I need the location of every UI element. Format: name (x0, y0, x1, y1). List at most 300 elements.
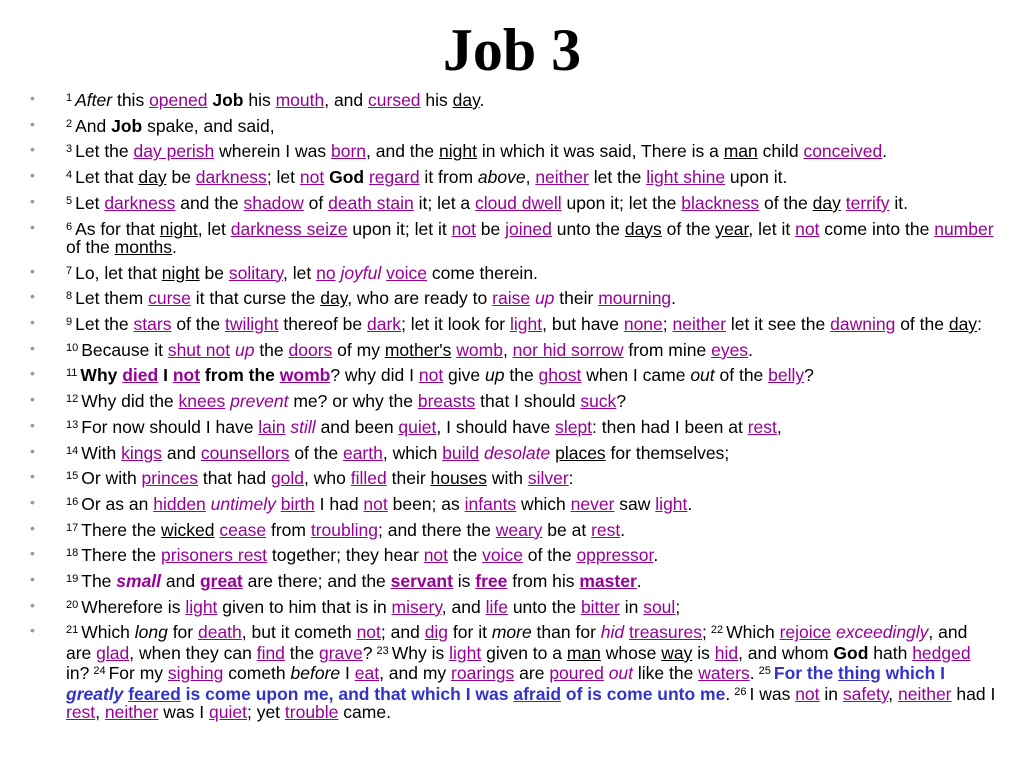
word-link[interactable]: feared (128, 683, 181, 704)
underlined-word: way (661, 642, 693, 663)
word-link[interactable]: darkness (104, 192, 176, 213)
word-link[interactable]: darkness seize (230, 218, 348, 239)
verse-text: Let that (75, 167, 139, 188)
underlined-word: man (566, 642, 601, 663)
word-link[interactable]: hedged (912, 642, 971, 663)
word-link[interactable]: hid (714, 642, 739, 663)
word-link[interactable]: prisoners rest (161, 545, 268, 566)
verse-text: is (452, 571, 476, 592)
verse-text: and been (315, 416, 399, 437)
verse-text: The (81, 571, 117, 592)
underlined-word: day (812, 192, 841, 213)
verse-text: Which (726, 622, 780, 643)
word-link[interactable]: death (197, 622, 242, 643)
verse-text: upon it; let it (347, 218, 452, 239)
verse-text: unto the (551, 218, 625, 239)
verse-text: , and whom (738, 642, 834, 663)
verse-number: 17 (66, 521, 79, 534)
styled-word: out (690, 365, 715, 386)
underlined-word: man (723, 141, 758, 162)
verse-text: in (819, 683, 843, 704)
verse-text: ; (675, 596, 681, 617)
word-link[interactable]: terrify (845, 192, 890, 213)
verse-text: Let the (75, 314, 134, 335)
verse-text: , (525, 167, 536, 188)
verse-item (66, 519, 996, 539)
verse-text: Why is (391, 642, 450, 663)
verse-text: given to him that is in (217, 596, 392, 617)
verse-text: , let (283, 262, 317, 283)
word-link[interactable]: trouble (284, 702, 339, 723)
word-link[interactable]: not (423, 545, 449, 566)
verse-text: unto the (507, 596, 581, 617)
verse-text: the (504, 365, 539, 386)
word-link[interactable]: blackness (681, 192, 760, 213)
verse-text: from (266, 519, 311, 540)
word-link[interactable]: knees (178, 391, 226, 412)
verse-text: , which (382, 442, 443, 463)
verse-text: let the (588, 167, 647, 188)
verse-text: ? (362, 642, 373, 663)
verse-text: ; (701, 622, 707, 643)
verse-text: given to a (481, 642, 567, 663)
verse-text: I was (749, 683, 796, 704)
verse-text: , who are ready to (347, 288, 493, 309)
verse-text: , who (304, 468, 351, 489)
word-link[interactable]: womb (456, 339, 503, 360)
word-link[interactable]: not (172, 365, 201, 386)
word-link[interactable]: infants (464, 493, 517, 514)
verse-text: . (653, 545, 659, 566)
underlined-word: year (715, 218, 749, 239)
page-title: Job 3 (442, 17, 582, 83)
word-link[interactable]: cursed (368, 90, 421, 110)
verse-text: of the (661, 218, 716, 239)
word-link[interactable]: counsellors (200, 442, 290, 463)
verse-number: 14 (66, 444, 79, 457)
verse-text: There the (81, 519, 162, 540)
verse-text: that had (197, 468, 271, 489)
verse-text: With (81, 442, 122, 463)
styled-word: Why (80, 365, 123, 386)
word-link[interactable]: neither (898, 683, 952, 704)
styled-word: God (329, 167, 365, 188)
verse-text: been; as (387, 493, 465, 514)
word-link[interactable]: dawning (830, 314, 896, 335)
word-link[interactable]: dig (424, 622, 449, 643)
verse-item (66, 192, 996, 212)
word-link[interactable]: born (330, 141, 367, 162)
verse-text: , and are (66, 622, 968, 663)
verse-text: like the (633, 663, 699, 684)
word-link[interactable]: light (655, 493, 688, 514)
styled-word: exceedingly (836, 622, 929, 643)
word-link[interactable]: weary (495, 519, 543, 540)
verse-text: whose (600, 642, 662, 663)
verse-item (66, 115, 996, 135)
verse-text: I (340, 663, 355, 684)
word-link[interactable]: rest (747, 416, 777, 437)
word-link[interactable]: eyes (711, 339, 749, 360)
styled-word: up (485, 365, 505, 386)
word-link[interactable]: belly (768, 365, 805, 386)
verse-text: it; let a (413, 192, 476, 213)
verse-text: are (514, 663, 550, 684)
verse-text: their (386, 468, 431, 489)
word-link[interactable]: safety (842, 683, 889, 704)
verse-text: As for that (75, 218, 160, 239)
verse-text: this (112, 90, 150, 110)
verse-text: upon it. (725, 167, 788, 188)
word-link[interactable]: shadow (243, 192, 304, 213)
verse-item (66, 416, 996, 436)
verse-text: his (243, 90, 276, 110)
word-link[interactable]: mourning (598, 288, 672, 309)
underlined-word: day (138, 167, 167, 188)
verse-text: in? (66, 663, 90, 684)
styled-word: up (234, 339, 255, 360)
verse-text: from mine (623, 339, 712, 360)
verse-text: Let (75, 192, 105, 213)
word-link[interactable]: stars (133, 314, 172, 335)
word-link[interactable]: not (299, 167, 325, 188)
verse-text: for it (448, 622, 492, 643)
word-link[interactable]: voice (482, 545, 523, 566)
verse-text: , and my (379, 663, 452, 684)
verse-item (66, 596, 996, 616)
word-link[interactable]: princes (141, 468, 198, 489)
styled-word: prevent (230, 391, 289, 412)
verse-text: There the (81, 545, 162, 566)
verse-item (66, 621, 996, 721)
word-link[interactable]: curse (148, 288, 191, 309)
verse-text: ; let (266, 167, 300, 188)
verse-text: . (748, 339, 753, 360)
verse-text: the (448, 545, 483, 566)
styled-word: still (290, 416, 316, 437)
word-link[interactable]: darkness (195, 167, 267, 188)
verse-text: together; they hear (267, 545, 424, 566)
verse-list (66, 89, 996, 727)
verse-item (66, 467, 996, 487)
styled-word: greatly (66, 683, 124, 704)
verse-number: 19 (66, 573, 79, 586)
verse-item (66, 493, 996, 513)
verse-number: 8 (66, 290, 73, 303)
verse-text: hath (868, 642, 913, 663)
verse-text: be (199, 262, 229, 283)
word-link[interactable]: rest (591, 519, 621, 540)
verse-text: Lo, let that (75, 262, 162, 283)
word-link[interactable]: build (442, 442, 480, 463)
styled-word: desolate (484, 442, 551, 463)
word-link[interactable]: neither (535, 167, 589, 188)
word-link[interactable]: breasts (417, 391, 476, 412)
word-link[interactable]: grave (318, 642, 363, 663)
word-link[interactable]: rejoice (779, 622, 832, 643)
verse-text: I had (314, 493, 364, 514)
verse-text: be (475, 218, 506, 239)
word-link[interactable]: hidden (153, 493, 206, 514)
verse-text: , and (324, 90, 369, 110)
styled-word: God (833, 642, 869, 663)
verse-text: give (443, 365, 486, 386)
word-link[interactable]: filled (350, 468, 387, 489)
word-link[interactable]: voice (386, 262, 428, 283)
word-link[interactable]: cloud dwell (475, 192, 562, 213)
word-link[interactable]: regard (368, 167, 420, 188)
word-link[interactable]: oppressor (576, 545, 654, 566)
styled-word: untimely (210, 493, 276, 514)
verse-text: was I (158, 702, 210, 723)
verse-text: spake, and said, (142, 115, 275, 136)
verse-text: , (502, 339, 513, 360)
verse-text: had I (951, 683, 996, 704)
verse-number: 25 (758, 665, 771, 678)
verse-text: , (95, 702, 105, 723)
verse-text: : (977, 314, 982, 335)
verse-text: , let (197, 218, 231, 239)
word-link[interactable]: poured (549, 663, 604, 684)
word-link[interactable]: not (418, 365, 444, 386)
word-link[interactable]: quiet (398, 416, 437, 437)
styled-word: small (116, 571, 162, 592)
styled-word: up (534, 288, 555, 309)
word-link[interactable]: number (934, 218, 994, 239)
word-link[interactable]: find (256, 642, 285, 663)
word-link[interactable]: gold (270, 468, 305, 489)
verse-text: and the (175, 192, 244, 213)
verse-number: 20 (66, 598, 79, 611)
emphasis-link-wrap (513, 684, 561, 704)
word-link[interactable]: conceived (803, 141, 883, 162)
verse-text: of the (522, 545, 577, 566)
verse-number: 2 (66, 117, 73, 130)
verse-text: of the (714, 365, 769, 386)
verse-text: come into the (819, 218, 935, 239)
word-link[interactable]: servant (390, 571, 453, 592)
verse-text: thereof be (278, 314, 368, 335)
verse-text: ; and there the (377, 519, 496, 540)
styled-word: I (158, 365, 173, 386)
verse-number: 22 (710, 624, 724, 637)
styled-word: For the (773, 663, 839, 684)
verse-text: in which it was said, There is a (476, 141, 724, 162)
word-link[interactable]: afraid (513, 683, 562, 704)
verse-text: ; and (380, 622, 425, 643)
styled-word: After (75, 90, 113, 110)
word-link[interactable]: slept (555, 416, 593, 437)
verse-text: which (516, 493, 571, 514)
verse-text: be at (542, 519, 592, 540)
word-link[interactable]: birth (280, 493, 315, 514)
verse-text: ; let it look for (401, 314, 510, 335)
verse-text: of my (332, 339, 385, 360)
verse-item (66, 140, 996, 160)
verse-text: : (568, 468, 574, 489)
word-link[interactable]: ghost (538, 365, 582, 386)
verse-text: let it see the (726, 314, 831, 335)
word-link[interactable]: neither (672, 314, 727, 335)
word-link[interactable]: not (795, 683, 820, 704)
verse-text: , but it cometh (241, 622, 357, 643)
verse-number: 7 (66, 264, 73, 277)
verse-text: of (303, 192, 329, 213)
word-link[interactable]: waters (698, 663, 750, 684)
word-link[interactable]: sighing (167, 663, 224, 684)
verse-item (66, 390, 996, 410)
word-link[interactable]: misery (391, 596, 442, 617)
verse-number: 5 (66, 194, 73, 207)
verse-text: ; (662, 314, 673, 335)
word-link[interactable]: dark (367, 314, 402, 335)
verse-text: from his (507, 571, 580, 592)
word-link[interactable]: joined (505, 218, 552, 239)
verse-number: 6 (66, 220, 73, 233)
verse-text: are there; and the (242, 571, 391, 592)
word-link[interactable]: not (363, 493, 388, 514)
word-link[interactable]: light (185, 596, 218, 617)
word-link[interactable]: not (356, 622, 381, 643)
word-link[interactable]: twilight (224, 314, 279, 335)
word-link[interactable]: no (316, 262, 336, 283)
verse-text: , (888, 683, 898, 704)
verse-text: it from (419, 167, 478, 188)
verse-text: Wherefore is (81, 596, 186, 617)
word-link[interactable]: death stain (328, 192, 414, 213)
word-link[interactable]: soul (643, 596, 676, 617)
styled-word: long (134, 622, 168, 643)
verse-text: Because it (81, 339, 168, 360)
underlined-word: places (555, 442, 606, 463)
verse-text: ; yet (246, 702, 285, 723)
verse-text: Which (81, 622, 135, 643)
word-link[interactable]: died (122, 365, 159, 386)
word-link[interactable]: doors (288, 339, 333, 360)
verse-text: For now should I have (81, 416, 259, 437)
word-link[interactable]: suck (580, 391, 617, 412)
word-link[interactable]: mouth (275, 90, 325, 110)
verse-text: : then had I been at (592, 416, 748, 437)
word-link[interactable]: life (485, 596, 508, 617)
word-link[interactable]: silver (527, 468, 569, 489)
word-link[interactable]: cease (219, 519, 267, 540)
word-link[interactable]: womb (279, 365, 331, 386)
word-link[interactable]: glad (96, 642, 130, 663)
word-link[interactable]: solitary (228, 262, 284, 283)
verse-text: of the (289, 442, 343, 463)
verse-text: Or as an (81, 493, 154, 514)
word-link[interactable]: nor hid sorrow (512, 339, 624, 360)
verse-text: , but have (542, 314, 624, 335)
verse-text: his (420, 90, 453, 110)
verse-text: the (284, 642, 319, 663)
word-link[interactable]: none (623, 314, 663, 335)
verse-text: . (882, 141, 888, 162)
verse-text: Let the (75, 141, 134, 162)
verse-text: , and the (366, 141, 439, 162)
word-link[interactable]: thing (838, 663, 881, 684)
verse-number: 12 (66, 393, 79, 406)
word-link[interactable]: light (510, 314, 543, 335)
word-link[interactable]: great (199, 571, 243, 592)
verse-text: ? (616, 391, 627, 412)
word-link[interactable]: opened (149, 90, 208, 110)
verse-number: 3 (66, 143, 73, 156)
underlined-word: days (624, 218, 662, 239)
styled-word: before (290, 663, 341, 684)
word-link[interactable]: eat (354, 663, 380, 684)
verse-item (66, 218, 996, 257)
verse-number: 4 (66, 169, 73, 182)
word-link[interactable]: lain (258, 416, 286, 437)
word-link[interactable]: neither (104, 702, 159, 723)
underlined-word: mother's (384, 339, 452, 360)
verse-text: their (554, 288, 599, 309)
verse-item (66, 166, 996, 186)
word-link[interactable]: quiet (209, 702, 247, 723)
verse-item (66, 570, 996, 590)
word-link[interactable]: treasures (629, 622, 702, 643)
word-link[interactable]: bitter (580, 596, 620, 617)
word-link[interactable]: master (579, 571, 637, 592)
verse-text: of the (66, 236, 115, 257)
word-link[interactable]: rest (66, 702, 96, 723)
verse-text: . (636, 571, 642, 592)
verse-number: 11 (66, 367, 78, 380)
verse-text: than for (531, 622, 601, 643)
verse-number: 10 (66, 341, 79, 354)
word-link[interactable]: day perish (133, 141, 215, 162)
verse-text: , I should have (436, 416, 556, 437)
verse-number: 23 (376, 644, 389, 657)
verse-text: , let it (748, 218, 796, 239)
underlined-word: months (114, 236, 173, 257)
verse-text: with (486, 468, 528, 489)
verse-text: and (161, 571, 200, 592)
verse-text: . (687, 493, 693, 514)
word-link[interactable]: free (475, 571, 508, 592)
word-link[interactable]: not (451, 218, 476, 239)
verse-text: upon it; let the (561, 192, 682, 213)
word-link[interactable]: raise (492, 288, 531, 309)
word-link[interactable]: earth (342, 442, 383, 463)
word-link[interactable]: not (795, 218, 820, 239)
word-link[interactable]: light shine (646, 167, 726, 188)
styled-word: which I (880, 663, 945, 684)
word-link[interactable]: troubling (310, 519, 378, 540)
verse-text: and (161, 442, 201, 463)
verse-number: 1 (66, 92, 73, 104)
word-link[interactable]: roarings (451, 663, 515, 684)
verse-text: . (172, 236, 177, 257)
verse-item (66, 287, 996, 307)
word-link[interactable]: shut not (167, 339, 231, 360)
word-link[interactable]: light (449, 642, 482, 663)
underlined-word: night (159, 218, 198, 239)
styled-word: is come upon me, and that which I was (180, 683, 514, 704)
verse-text: it. (889, 192, 908, 213)
verse-item (66, 442, 996, 462)
verse-text: for (167, 622, 198, 643)
verse-text: be (166, 167, 196, 188)
word-link[interactable]: never (570, 493, 615, 514)
word-link[interactable]: kings (121, 442, 162, 463)
styled-word: from the (200, 365, 280, 386)
verse-text: child (757, 141, 804, 162)
verse-text: come therein. (427, 262, 538, 283)
verse-number: 13 (66, 418, 79, 431)
